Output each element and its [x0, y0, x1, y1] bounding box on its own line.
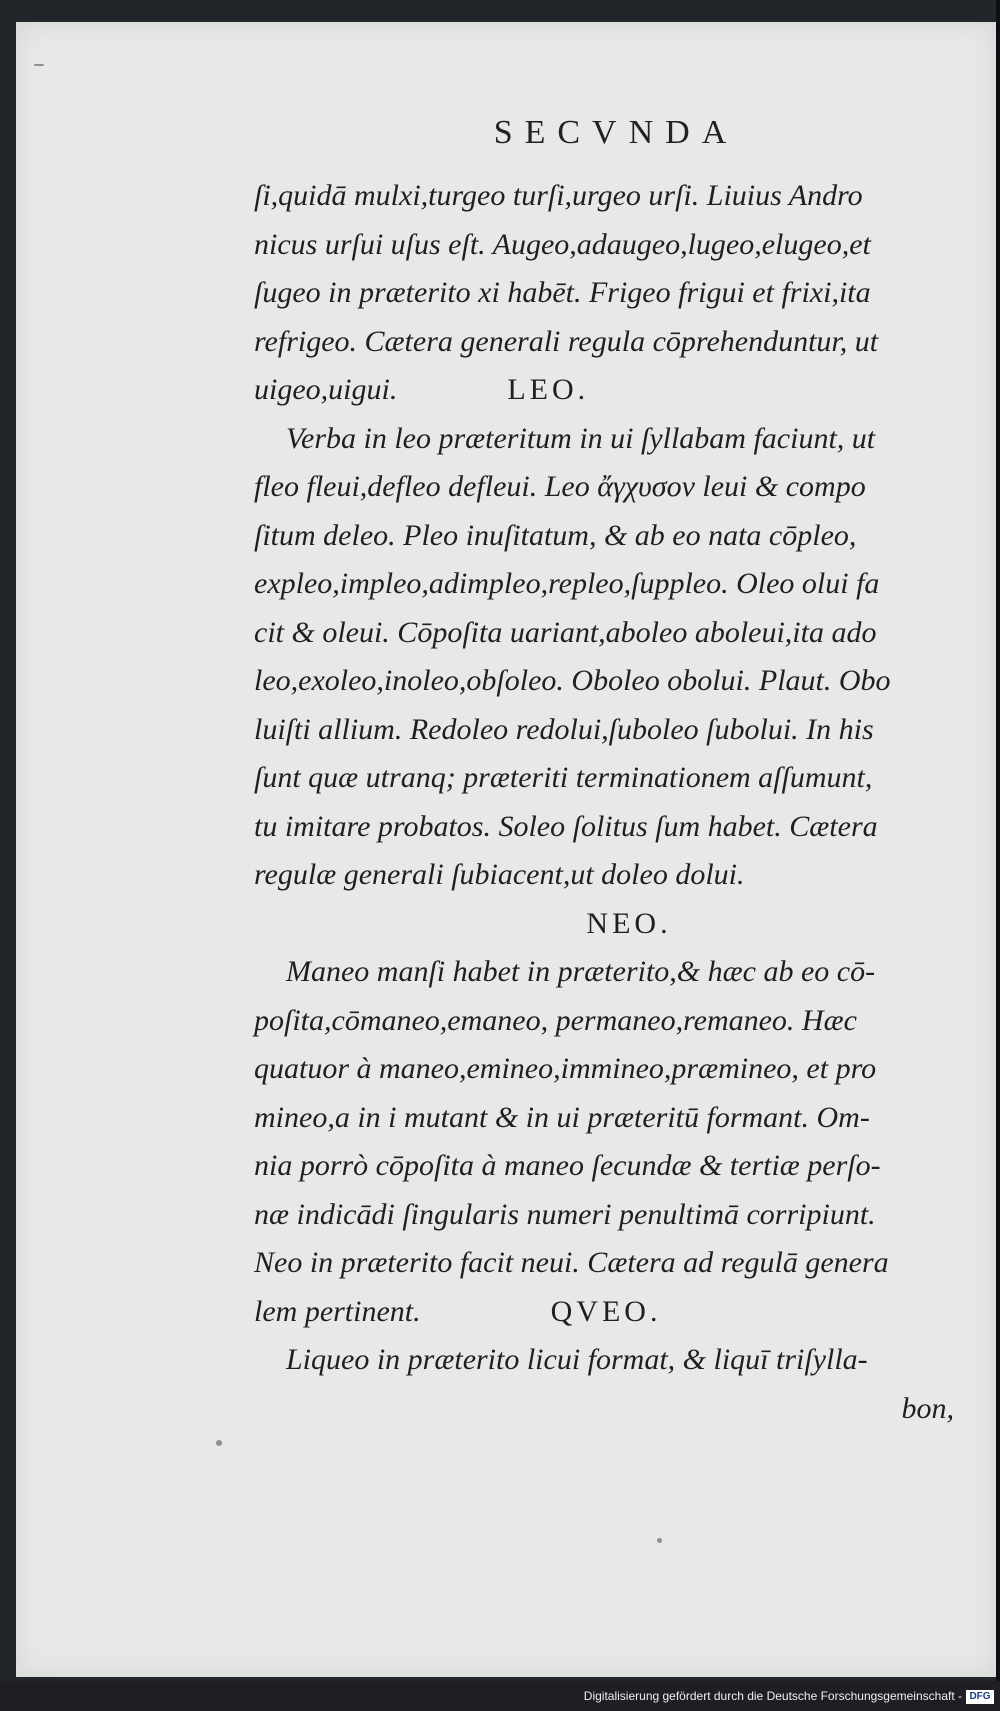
text-line: fleo fleui,defleo defleui. Leo ἄγχυσον leui & compo — [254, 470, 866, 503]
running-head: SECVNDA — [493, 114, 739, 151]
paper-blemish — [34, 64, 44, 66]
paper-blemish — [216, 1440, 222, 1446]
text-line: regulæ generali ſubiacent,ut doleo dolui. — [254, 858, 745, 891]
text-line: Maneo manſi habet in præterito,& hæc ab eo cō- — [286, 955, 876, 988]
text-fragment: uigeo,uigui. — [254, 373, 398, 406]
page-text — [254, 172, 964, 1433]
text-line: luiſti allium. Redoleo redolui,ſuboleo ſubolui. In his — [254, 712, 874, 746]
text-fragment: lem pertinent. — [254, 1294, 421, 1328]
text-line — [254, 366, 964, 415]
text-line: ſugeo in præterito xi habēt. Frigeo frigui et frixi,ita — [254, 276, 871, 309]
text-line: nicus urſui uſus eſt. Augeo,adaugeo,lugeo,elugeo,et — [254, 227, 871, 261]
text-line: Verba in leo præteritum in ui ſyllabam faciunt, ut — [286, 421, 876, 455]
section-heading-queo: QVEO. — [550, 1294, 662, 1328]
footer-credit: Digitalisierung gefördert durch die Deutsche Forschungsgemeinschaft - — [583, 1689, 962, 1703]
text-line: refrigeo. Cætera generali regula cōprehenduntur, ut — [254, 324, 879, 358]
catchword: bon, — [901, 1391, 954, 1425]
text-line: quatuor à maneo,emineo,immineo,præmineo, et pro — [254, 1052, 877, 1085]
text-line: poſita,cōmaneo,emaneo, permaneo,remaneo. Hæc — [254, 1003, 857, 1037]
text-line: nia porrò cōpoſita à maneo ſecundæ & tertiæ perſo- — [254, 1149, 881, 1182]
text-line: expleo,impleo,adimpleo,repleo,ſuppleo. Oleo olui fa — [254, 567, 880, 600]
text-line: mineo,a in i mutant & in ui præteritū formant. Om- — [254, 1100, 870, 1134]
book-page — [16, 22, 996, 1677]
section-heading-leo: LEO. — [507, 373, 590, 406]
text-line: cit & oleui. Cōpoſita uariant,aboleo aboleui,ita ado — [254, 615, 877, 649]
text-line: ſitum deleo. Pleo inuſitatum, & ab eo nata cōpleo, — [254, 518, 857, 552]
text-line: Neo in præterito facit neui. Cætera ad regulā genera — [254, 1246, 889, 1279]
section-heading-neo: NEO. — [586, 906, 672, 940]
text-line: ſunt quæ utranq; præteriti terminationem aſſumunt, — [254, 761, 873, 794]
text-line: tu imitare probatos. Soleo ſolitus ſum habet. Cætera — [254, 809, 878, 843]
digitization-footer — [0, 1681, 1000, 1711]
text-line: Liqueo in præterito licui format, & liquī triſylla- — [286, 1343, 868, 1376]
text-line: ſi,quidā mulxi,turgeo turſi,urgeo urſi. Liuius Andro — [254, 179, 863, 212]
page-edge-shadow — [996, 0, 1000, 1711]
text-line: leo,exoleo,inoleo,obſoleo. Oboleo obolui. Plaut. Obo — [254, 664, 891, 697]
text-line — [254, 1288, 964, 1337]
dfg-logo-icon: DFG — [966, 1690, 994, 1704]
text-line: næ indicādi ſingularis numeri penultimā corripiunt. — [254, 1197, 876, 1231]
paper-blemish — [657, 1538, 662, 1543]
